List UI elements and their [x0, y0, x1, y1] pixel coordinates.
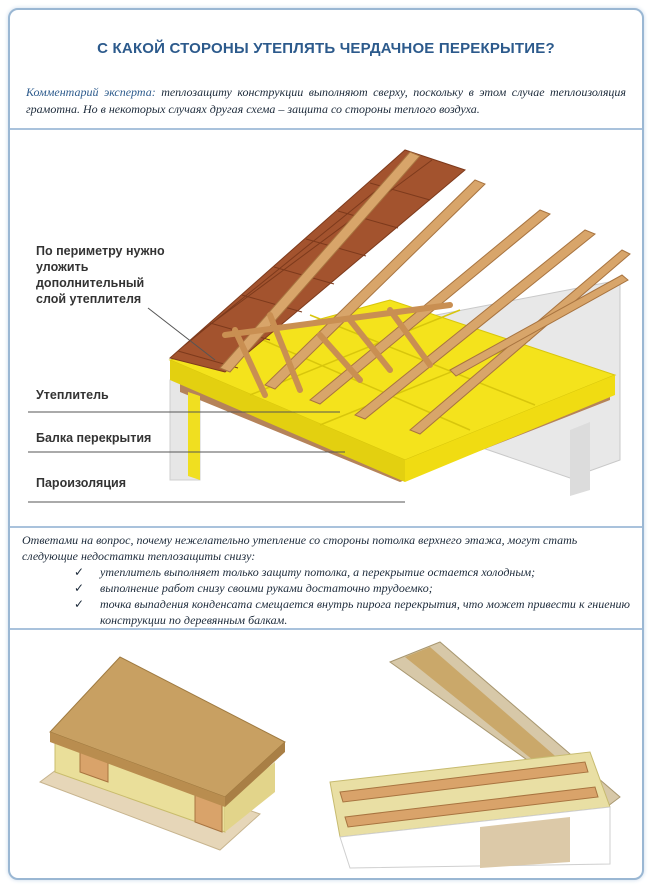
perimeter-insulation	[188, 392, 200, 480]
expert-comment-lead: Комментарий эксперта:	[26, 85, 156, 99]
label-vapor: Пароизоляция	[36, 476, 127, 490]
drawbacks-section	[22, 532, 630, 628]
check-icon: ✓	[74, 597, 85, 611]
label-perimeter-1: По периметру нужно	[36, 244, 165, 258]
label-perimeter-2: уложить	[36, 260, 89, 274]
label-insulation: Утеплитель	[36, 388, 109, 402]
divider	[10, 628, 642, 630]
list-item: ✓ точка выпадения конденсата смещается внутрь пирога перекрытия, что может привести к гниению конструкции по деревянным балкам.	[74, 597, 630, 627]
divider	[10, 526, 642, 528]
page-frame	[8, 8, 644, 880]
check-icon: ✓	[74, 581, 85, 595]
drawbacks-list	[22, 564, 630, 628]
page-title: С КАКОЙ СТОРОНЫ УТЕПЛЯТЬ ЧЕРДАЧНОЕ ПЕРЕКРЫТИЕ?	[97, 40, 555, 57]
wall-post	[570, 422, 590, 496]
label-beam: Балка перекрытия	[36, 431, 152, 445]
roof-insulation-diagram	[10, 130, 642, 528]
check-icon: ✓	[74, 565, 85, 579]
attic-rafters-illustration	[330, 642, 620, 868]
list-item: ✓ выполнение работ снизу своими руками достаточно трудоемко;	[74, 581, 433, 595]
expert-comment-text: теплозащиту конструкции выполняют сверху, поскольку в этом случае теплоизоляция грамотна. Но в некоторых случаях другая схема – защита со стороны теплого воздуха.	[26, 85, 626, 116]
expert-comment	[26, 84, 626, 118]
label-perimeter-3: дополнительный	[36, 276, 145, 290]
insulation-photos	[10, 632, 642, 878]
floor-section-illustration	[40, 657, 285, 850]
drawbacks-intro: Ответами на вопрос, почему нежелательно утепление со стороны потолка верхнего этажа, могут стать следующие недостатки теплозащиты снизу:	[22, 533, 578, 563]
list-item: ✓ утеплитель выполняет только защиту потолка, а перекрытие остается холодным;	[74, 565, 536, 579]
label-perimeter-4: слой утеплителя	[36, 292, 142, 306]
